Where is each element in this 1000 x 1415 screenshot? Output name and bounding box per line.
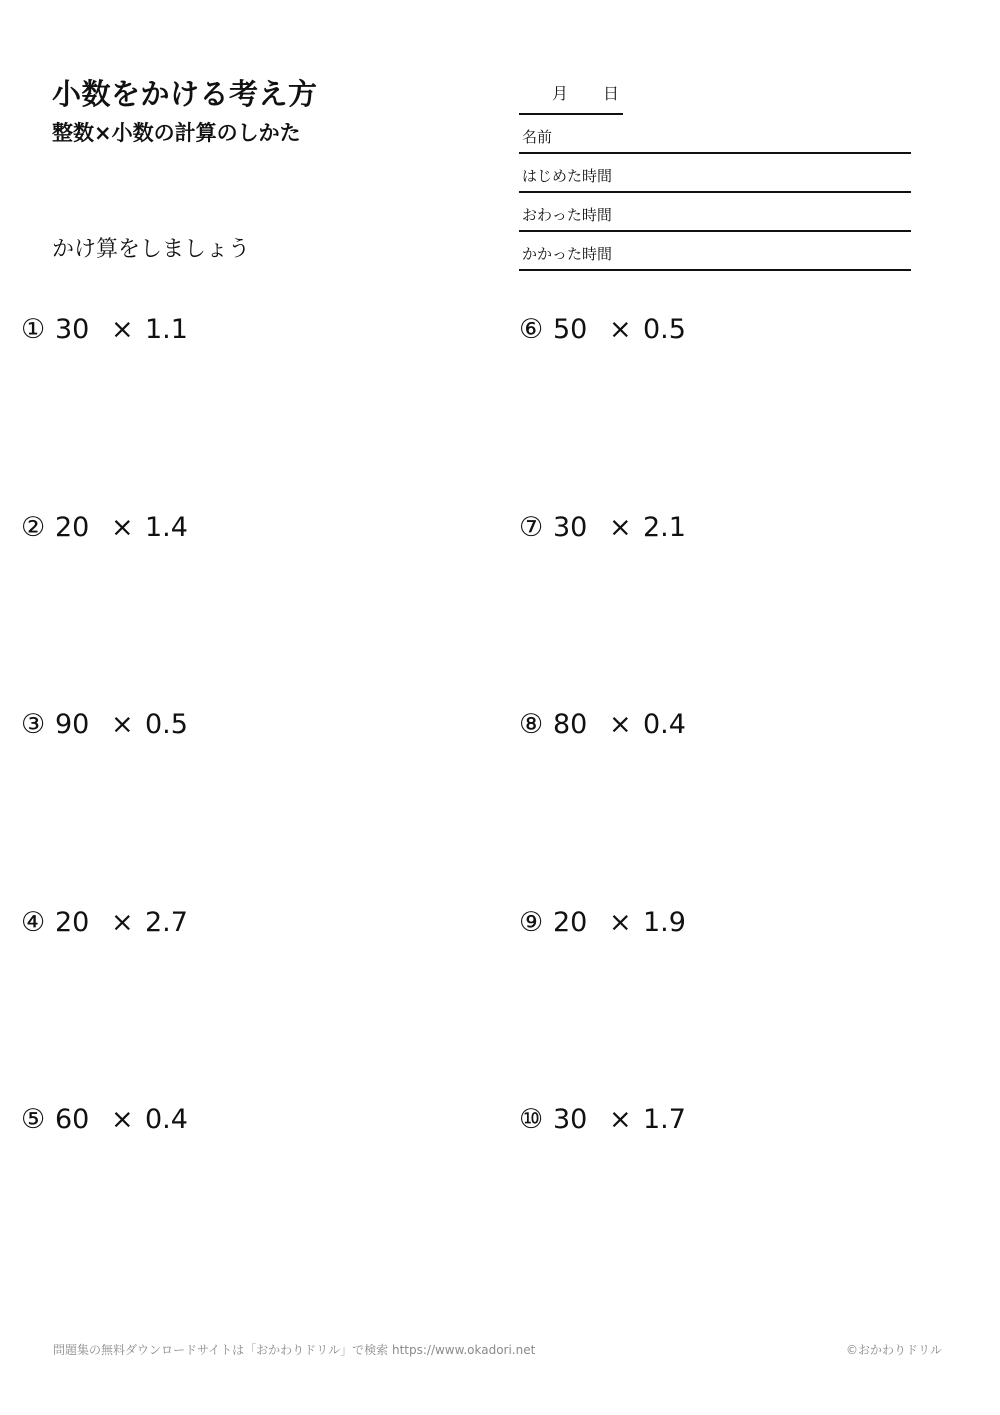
problem-multiplicand: 30 [553, 512, 588, 543]
problem-multiplicand: 80 [553, 709, 588, 740]
problem-number: ④ [21, 907, 46, 938]
multiply-sign: × [111, 512, 134, 543]
day-label: 日 [603, 84, 620, 103]
worksheet-title: 小数をかける考え方 [52, 77, 318, 111]
problem-multiplicand: 60 [55, 1104, 90, 1135]
multiply-sign: × [111, 1104, 134, 1135]
worksheet-subtitle: 整数×小数の計算のしかた [52, 121, 301, 145]
multiply-sign: × [111, 907, 134, 938]
problem-1 [21, 310, 188, 350]
problem-multiplicand: 30 [55, 314, 90, 345]
multiply-sign: × [111, 709, 134, 740]
multiply-sign: × [609, 512, 632, 543]
problem-multiplicand: 20 [553, 907, 588, 938]
problem-multiplicand: 30 [553, 1104, 588, 1135]
name-field [519, 115, 911, 154]
end-time-label: おわった時間 [522, 206, 612, 224]
problem-multiplier: 1.1 [145, 314, 188, 345]
problem-number: ⑤ [21, 1104, 46, 1135]
multiply-sign: × [609, 1104, 632, 1135]
footer-copyright: ©おかわりドリル [846, 1343, 943, 1357]
problem-number: ⑩ [519, 1104, 544, 1135]
name-label: 名前 [522, 128, 553, 146]
date-field [519, 80, 623, 115]
problem-multiplicand: 20 [55, 907, 90, 938]
start-time-field [519, 154, 911, 193]
problem-multiplicand: 90 [55, 709, 90, 740]
problem-5 [21, 1100, 188, 1140]
footer-site-text: 問題集の無料ダウンロードサイトは「おかわりドリル」で検索 https://www.okadori.net [53, 1343, 536, 1357]
multiply-sign: × [609, 314, 632, 345]
elapsed-time-field [519, 232, 911, 271]
multiply-sign: × [609, 709, 632, 740]
problem-multiplier: 2.1 [643, 512, 686, 543]
problem-multiplier: 0.5 [643, 314, 686, 345]
problem-9 [519, 903, 686, 943]
problem-multiplicand: 50 [553, 314, 588, 345]
problem-number: ⑦ [519, 512, 544, 543]
problem-multiplier: 0.4 [145, 1104, 188, 1135]
end-time-field [519, 193, 911, 232]
month-label: 月 [552, 84, 569, 103]
problem-multiplier: 1.7 [643, 1104, 686, 1135]
problem-multiplier: 1.9 [643, 907, 686, 938]
multiply-sign: × [609, 907, 632, 938]
problem-number: ③ [21, 709, 46, 740]
problem-number: ⑨ [519, 907, 544, 938]
problem-multiplicand: 20 [55, 512, 90, 543]
problem-8 [519, 705, 686, 745]
problem-number: ① [21, 314, 46, 345]
problem-multiplier: 0.5 [145, 709, 188, 740]
problem-2 [21, 508, 188, 548]
problem-multiplier: 1.4 [145, 512, 188, 543]
problem-3 [21, 705, 188, 745]
problem-number: ⑥ [519, 314, 544, 345]
start-time-label: はじめた時間 [522, 167, 613, 185]
problem-6 [519, 310, 686, 350]
problem-4 [21, 903, 188, 943]
problem-7 [519, 508, 686, 548]
problem-number: ⑧ [519, 709, 544, 740]
instruction-text: かけ算をしましょう [52, 237, 251, 262]
problem-number: ② [21, 512, 46, 543]
problem-multiplier: 0.4 [643, 709, 686, 740]
elapsed-time-label: かかった時間 [522, 245, 613, 263]
problem-multiplier: 2.7 [145, 907, 188, 938]
problem-10 [519, 1100, 686, 1140]
multiply-sign: × [111, 314, 134, 345]
